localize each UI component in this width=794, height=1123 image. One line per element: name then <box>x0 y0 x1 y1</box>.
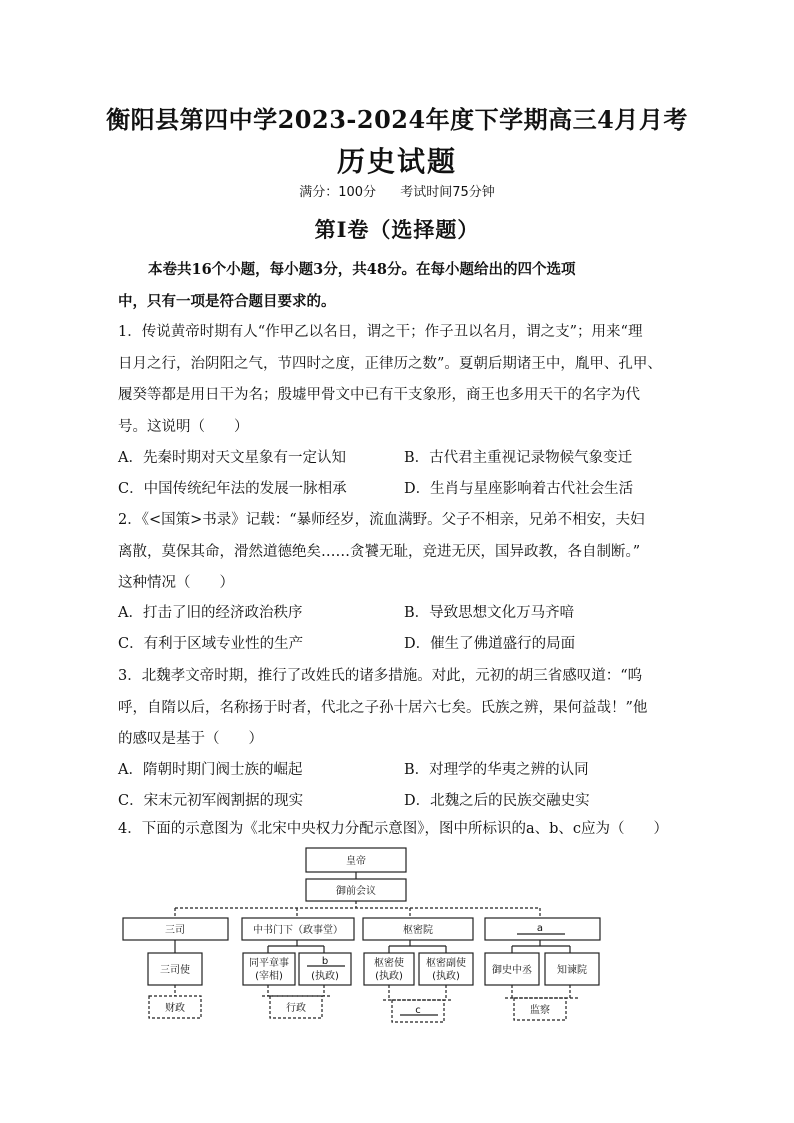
option-b: B．导致思想文化万马齐喑 <box>404 605 575 621</box>
option-a: A．先秦时期对天文星象有一定认知 <box>118 450 346 466</box>
b-label: b <box>321 956 329 967</box>
shumishi-text-1: 枢密使 <box>374 958 404 969</box>
option-d: D．生肖与星座影响着古代社会生活 <box>404 481 634 497</box>
question-4: 4．下面的示意图为《北宋中央权力分配示意图》，图中所标识的a、b、c应为（ ） <box>118 821 669 837</box>
exam-title: 衡阳县第四中学2023-2024年度下学期高三4月月考 <box>106 105 688 134</box>
full-score: 满分：100分 <box>299 185 377 200</box>
option-b: B．古代君主重视记录物候气象变迁 <box>404 450 633 466</box>
shumi-text: 枢密院 <box>403 925 433 936</box>
option-a: A．隋朝时期门阀士族的崛起 <box>118 762 303 778</box>
council-text: 御前会议 <box>336 886 376 897</box>
emperor-text: 皇帝 <box>346 856 366 867</box>
tongping-text-2: (宰相) <box>255 971 283 982</box>
subject-title: 历史试题 <box>336 145 457 178</box>
sansi-text: 三司 <box>165 925 185 936</box>
option-a: A．打击了旧的经济政治秩序 <box>118 605 303 621</box>
option-d: D．北魏之后的民族交融史实 <box>404 793 590 809</box>
exam-time: 考试时间75分钟 <box>400 185 495 200</box>
sansi-shi-text: 三司使 <box>160 965 190 976</box>
section-title: 第Ⅰ卷（选择题） <box>314 217 480 242</box>
option-c: C．有利于区域专业性的生产 <box>118 636 304 652</box>
zhijian-text: 知谏院 <box>557 965 587 976</box>
shumifushi-text-1: 枢密副使 <box>426 958 466 969</box>
question-3: 3．北魏孝文帝时期，推行了改姓氏的诸多措施。对此，元初的胡三省感叹道：“呜 呼，自隋以后，名称扬于时者，代北之子孙十居六七矣。氏族之辨，果何益哉！”他 的感叹是基于（ ） <box>118 668 648 747</box>
zhongshu-text: 中书门下（政事堂） <box>253 925 343 936</box>
a-label: a <box>536 923 544 934</box>
option-d: D．催生了佛道盛行的局面 <box>404 636 576 652</box>
xingzheng-text: 行政 <box>286 1003 306 1014</box>
tongping-text-1: 同平章事 <box>249 958 289 969</box>
section-instructions: 本卷共16个小题，每小题3分，共48分。在每小题给出的四个选项 中，只有一项是符合题目要求的。 <box>118 261 576 310</box>
option-b: B．对理学的华夷之辨的认同 <box>404 762 589 778</box>
b-sub-text: (执政) <box>311 971 339 982</box>
option-c: C．中国传统纪年法的发展一脉相承 <box>118 481 347 497</box>
jiancha-text: 监察 <box>530 1005 550 1016</box>
yushi-text: 御史中丞 <box>492 965 532 976</box>
shumifushi-text-2: (执政) <box>432 971 460 982</box>
question-1: 1．传说黄帝时期有人“作甲乙以名日，谓之干；作子丑以名月，谓之支”；用来“理 日月之行，治阴阳之气，节四时之度，正律历之数”。夏朝后期诸王中，胤甲、孔甲、 履癸等都是用日干为名；殷墟甲骨文中已有干支象形，商王也多用天干的名字为代 号。这说明（ ） <box>118 324 662 435</box>
question-2: 2．《<国策>书录》记载：“暴师经岁，流血满野。父子不相亲，兄弟不相安，夫妇 离散，莫保其命，滑然道德绝矣……贪饕无耻，竞进无厌，国异政教，各自制断。” 这种情况（ ） <box>118 512 645 591</box>
shumishi-text-2: (执政) <box>375 971 403 982</box>
c-label: c <box>415 1005 421 1016</box>
option-c: C．宋末元初军阀割据的现实 <box>118 793 304 809</box>
caizheng-text: 财政 <box>165 1003 185 1014</box>
